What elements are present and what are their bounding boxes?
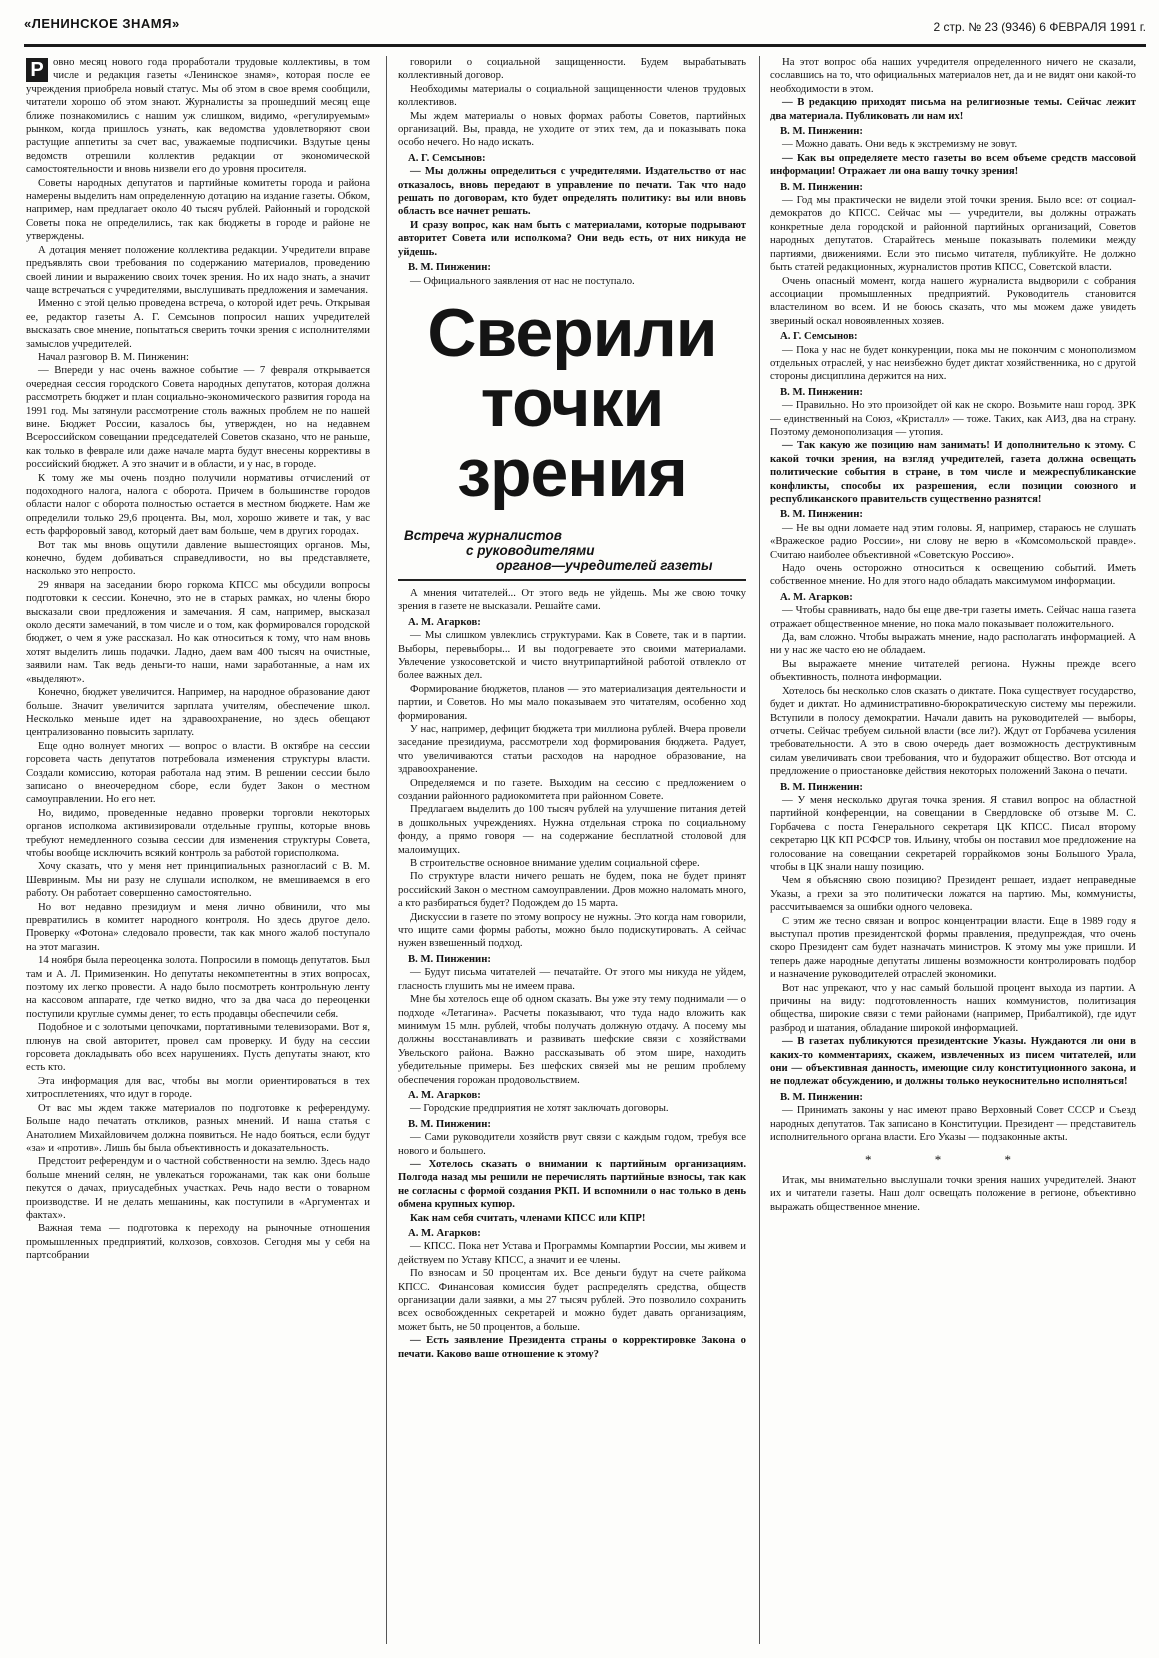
speaker-name (398, 616, 746, 629)
paragraph-text: На этот вопрос оба наших учредителя определенного ничего не сказали, сославшись на то, что официальных материалов нет, да и не видят они какой-то необходимости в этом. (770, 56, 1136, 95)
paragraph (26, 1155, 370, 1222)
paragraph (770, 439, 1136, 506)
paragraph (398, 1131, 746, 1158)
paragraph-text: Начал разговор В. М. Пинженин: (38, 350, 189, 363)
paragraph-text: По структуре власти ничего решать не будем, пока не будет принят российский Закон о местном самоуправлении. Дров можно наломать много, а кто разбираться будет? Подождем до 15 марта. (398, 870, 746, 910)
speaker-name (398, 152, 746, 165)
paragraph-text: Именно с этой целью проведена встреча, о которой идет речь. Открывая ее, редактор газеты А. Г. Семсынов попросил наших учредителей высказать свое мнение, попытаться сверить точки зрения с исполнителями замыслов учредителей. (26, 297, 370, 350)
newspaper-name: «ЛЕНИНСКОЕ ЗНАМЯ» (24, 16, 180, 31)
paragraph-text: Важная тема — подготовка к переходу на рыночные отношения промышленных предприятий, колхозов, совхозов. Сегодня мы у себя на партсобрании (26, 1222, 370, 1262)
paragraph (26, 901, 370, 955)
paragraph-text: А. М. Агарков: (408, 1227, 481, 1239)
paragraph-text: А. М. Агарков: (408, 615, 481, 628)
paragraph-text: — КПСС. Пока нет Устава и Программы Компартии России, мы живем и действуем по Уставу КПСС, а значит и ее члены. (398, 1240, 746, 1266)
paragraph (398, 911, 746, 951)
paragraph (770, 658, 1136, 685)
paragraph-text: Необходимы материалы о социальной защищенности членов трудовых коллективов. (398, 82, 746, 109)
paragraph (398, 1267, 746, 1334)
speaker-name (770, 125, 1136, 138)
paragraph-text: Чем я объясняю свою позицию? Президент решает, издает неправедные Указы, а грехи за это политически ложатся на партию. Мы, коммунисты, рассчитываемся за ошибки одного человека. (770, 874, 1136, 914)
paragraph (26, 807, 370, 861)
paragraph (26, 364, 370, 471)
paragraph-text: Дискуссии в газете по этому вопросу не нужны. Это когда нам говорили, что ищите сами формы работы, можно было подискутировать. А сейчас нужен взвешенный подход. (398, 910, 746, 950)
paragraph-text: говорили о социальной защищенности. Будем вырабатывать коллективный договор. (398, 56, 746, 82)
paragraph-text: В. М. Пинженин: (780, 385, 863, 398)
paragraph-text: Хочу сказать, что у меня нет принципиальных разногласий с В. М. Шевриным. Мы ни разу не слушали исполком, не вмешиваемся в его работу. Он работает совершенно самостоятельно. (26, 860, 370, 900)
paragraph-text: 29 января на заседании бюро горкома КПСС мы обсудили вопросы подготовки к сессии. Конечно, это не в старых рамках, но члены бюро высказали свои предложения и замечания. Я сам, например, высказал около десяти замечаний, в том числе и о том, как формировался городской бюджет, о чем я уже рассказал. Но как относиться к тому, что нам вновь хотят выделить лишь подачки. Ладно, даем вам 400 тысяч на очистные, заявили нам. Так ведь деньги-то наши, нами заработанные, а нам их «выделяют». (26, 578, 370, 685)
paragraph (398, 629, 746, 683)
paragraph (26, 1075, 370, 1102)
paragraph-text: — Правильно. Но это произойдет ой как не скоро. Возьмите наш город. ЗРК — единственный на Союз, «Кристалл» — тоже. Таких, как АИЗ, два на страну. Поэтому демонополизация — утопия. (770, 399, 1136, 438)
paragraph-text: — В редакцию приходят письма на религиозные темы. Сейчас лежит два материала. Публиковать ли нам их! (770, 96, 1136, 122)
article-column-1 (26, 56, 370, 1648)
paragraph-text: — Есть заявление Президента страны о корректировке Закона о печати. Каково ваше отношение к этому? (398, 1334, 746, 1360)
speaker-name (770, 508, 1136, 521)
article-subheading (404, 528, 746, 573)
paragraph (770, 874, 1136, 914)
paragraph (398, 1334, 746, 1361)
paragraph-text: — Городские предприятия не хотят заключать договоры. (410, 1102, 669, 1115)
paragraph-text: Надо очень осторожно относиться к освещению событий. Иметь собственное мнение. Но для этого надо обладать максимумом информации. (770, 562, 1136, 588)
paragraph-text: — Принимать законы у нас имеют право Верховный Совет СССР и Съезд народных депутатов. Так записано в Конституции. Президент — представитель исполнительного органа власти. Его Указы — подзаконные акты. (770, 1104, 1136, 1144)
masthead-rule (24, 44, 1146, 47)
paragraph-text: В. М. Пинженин: (780, 125, 863, 138)
column-2-bottom-text (398, 587, 746, 1361)
paragraph (770, 631, 1136, 658)
paragraph (26, 56, 370, 177)
paragraph-text: В. М. Пинженин: (408, 261, 491, 274)
paragraph-text: — Мы слишком увлеклись структурами. Как в Совете, так и в партии. Выборы, перевыборы... И вы подогреваете это своими материалами. Увлечение узкосоветской и чисто внутрипартийной работой отвлекло от более важных дел. (398, 629, 746, 682)
paragraph (770, 522, 1136, 562)
paragraph-text: 14 ноября была переоценка золота. Попросили в помощь депутатов. Был там и А. Л. Примизенкин. Но депутаты некомпетентны в этих вопросах, поэтому их легко провести. А надо было посмотреть контрольную ленту на кассовом аппарате, где четко видно, что за два часа до переоценки поступили круглые суммы денег, то есть продавцы обеспечили себя. (26, 954, 370, 1020)
speaker-name (770, 330, 1136, 343)
paragraph (26, 686, 370, 740)
article-headline: Сверили точки зрения (427, 294, 717, 511)
paragraph-text: У нас, например, дефицит бюджета три миллиона рублей. Вчера провели заседание президиума, рассмотрели ход формирования бюджета. Радует, что увеличиваются статьи расходов на народное образование, на здравоохранение. (398, 722, 746, 776)
paragraph (398, 777, 746, 804)
paragraph-text: Вот так мы вновь ощутили давление вышестоящих органов. Мы, конечно, будем добиваться справедливости, но вы представляете, насколько это непросто. (26, 538, 370, 578)
paragraph (770, 344, 1136, 384)
paragraph (26, 954, 370, 1021)
paragraph (398, 1212, 746, 1225)
paragraph-text: — Так какую же позицию нам занимать! И дополнительно к этому. С какой точки зрения, на взгляд учредителей, газета должна освещать политические события в стране, в том числе и межреспубликанские конфликты, способы их разрешения, если позиции союзного и республиканского правительств существенно разнятся! (770, 439, 1136, 505)
paragraph (26, 579, 370, 686)
drop-cap: Р (26, 58, 48, 82)
paragraph (770, 152, 1136, 179)
paragraph (26, 740, 370, 807)
subheading-line-3: органов—учредителей газеты (496, 557, 713, 573)
paragraph-text: В. М. Пинженин: (780, 1090, 863, 1103)
speaker-name (770, 1091, 1136, 1104)
masthead (24, 16, 1146, 50)
paragraph (26, 1222, 370, 1262)
paragraph-text: Предстоит референдум и о частной собственности на землю. Здесь надо больше мнений селян, не увлекаться горожанами, так как они больше пекутся о дачах, приусадебных участках. Речь надо вести о товарном производстве. И не делать мешанины, как поступили в «Аргументах и фактах». (26, 1155, 370, 1221)
paragraph-text: В. М. Пинженин: (780, 780, 863, 793)
speaker-name (398, 261, 746, 274)
paragraph-text: — У меня несколько другая точка зрения. Я ставил вопрос на областной партийной конференции, на совещании в Свердловске об отзыве М. С. Горбачева с поста Генерального секретаря ЦК КПСС. Писал второму секретарю ЦК КП РСФСР тов. Ильину, чтобы он поставил мое предложение на голосование на совещании секретарей горрайкомов зоны Большого Урала, чтобы в ЦК знали нашу позицию. (770, 793, 1136, 873)
paragraph (770, 399, 1136, 439)
paragraph-text: — Официального заявления от нас не поступало. (410, 274, 635, 287)
paragraph (398, 1102, 746, 1115)
article-title-block (398, 294, 746, 581)
paragraph-text: Мне бы хотелось еще об одном сказать. Вы уже эту тему поднимали — о подходе «Летагина». Расчеты показывают, что туда надо вложить как минимум 15 млн. рублей, чтобы получать должную отдачу. А посему мы должны восстанавливать и развивать шефские связи с хозяйствами Увельского района. Важно рассказывать об этом шире, находить убедительные примеры. Без шефских связей мы не решим проблему обеспечения горожан продовольствием. (398, 993, 746, 1086)
speaker-name (770, 591, 1136, 604)
paragraph (26, 177, 370, 244)
paragraph-text: Конечно, бюджет увеличится. Например, на народное образование дают больше. Значит увеличится зарплата учителям, обеспечение школ. Несколько меньше идет на здравоохранение, но здесь обещают централизованно повысить зарплату. (26, 686, 370, 739)
paragraph-text: По взносам и 50 процентам их. Все деньги будут на счете райкома КПСС. Финансовая комиссия будет распределять средства, обществ организации дали заявки, а мы 27 тысяч рублей. Это позволило сохранить всех освобожденных секретарей и можно будет давать организациям, может быть, не 50 процентов, а больше. (398, 1267, 746, 1333)
paragraph-text: — Пока у нас не будет конкуренции, пока мы не покончим с монополизмом отдельных отраслей, у нас неизбежно будет диктат хозяйственника, но с другой стороны дисциплина держится на них. (770, 343, 1136, 383)
paragraph-text: Эта информация для вас, чтобы вы могли ориентироваться в тех хитросплетениях, что идут в городе. (26, 1074, 370, 1101)
paragraph-text: Вот нас упрекают, что у нас самый большой процент выхода из партии. А причины на виду: подготовленность наших коммунистов, политизация общества, широкие связи с теми районами (например, Прибалтикой), где идут разброд и шатания, обладание широкой информацией. (770, 981, 1136, 1034)
paragraph-text: Да, вам сложно. Чтобы выражать мнение, надо располагать информацией. А ни у нас же часто ею не обладаем. (770, 631, 1136, 657)
paragraph (26, 860, 370, 900)
subheading-line-1: Встреча журналистов (404, 527, 562, 543)
paragraph (26, 244, 370, 298)
column-divider (759, 56, 760, 1644)
paragraph (770, 275, 1136, 329)
paragraph-text: Очень опасный момент, когда нашего журналиста выдворили с собрания ассоциации промышленных предприятий. Руководитель становится властелином во всем. И не боюсь сказать, что мы можем даже увидеть звериный оскал новоявленных хозяев. (770, 274, 1136, 327)
paragraph-text: — Как вы определяете место газеты во всем объеме средств массовой информации! Отражает ли она вашу точку зрения! (770, 151, 1136, 178)
paragraph (398, 219, 746, 259)
paragraph-text: В. М. Пинженин: (780, 180, 863, 193)
paragraph-text: В. М. Пинженин: (408, 1117, 491, 1130)
paragraph (398, 683, 746, 723)
paragraph-text: — Не вы одни ломаете над этим головы. Я, например, стараюсь не слушать «Вражеское радио России», ни слову не верю в «Комсомольской правде». Считаю наиболее объективной «Советскую Россию». (770, 521, 1136, 561)
paragraph (770, 56, 1136, 96)
paragraph (770, 562, 1136, 589)
paragraph-text: Предлагаем выделить до 100 тысяч рублей на улучшение питания детей в дошкольных учреждениях. Нужна отдельная строка по социальному фонду, а прямо говоря — на содержание бесплатной столовой для малоимущих. (398, 803, 746, 856)
paragraph-text: А дотация меняет положение коллектива редакции. Учредители вправе предъявлять свои требования по содержанию материалов, проведению своей линии и выражению своих точек зрения. Но их надо знать, а значит чаще встречаться с учредителями, выслушивать предложения и замечания. (26, 243, 370, 296)
paragraph-text: К тому же мы очень поздно получили нормативы отчислений от подоходного налога, налога с оборота. Причем в большинстве городов области налог с оборота полностью остается в местном бюджете. Нам же определили только 29,6 процента. Вы, мол, хорошо живете и так, у вас есть фарфоровый завод, который дает вам больше, чем в других городах. (26, 471, 370, 538)
paragraph (398, 857, 746, 870)
column-divider (386, 56, 387, 1644)
paragraph-text: — Чтобы сравнивать, надо бы еще две-три газеты иметь. Сейчас наша газета отражает общественное мнение, но пока мало показывает положительного. (770, 604, 1136, 630)
paragraph (26, 1021, 370, 1075)
article-conclusion (770, 1174, 1136, 1214)
column-2-top-text (398, 56, 746, 288)
paragraph-text: А мнения читателей... От этого ведь не уйдешь. Мы же свою точку зрения в газете не высказали. Решайте сами. (398, 586, 746, 613)
speaker-name (770, 181, 1136, 194)
paragraph (26, 351, 370, 364)
paragraph (398, 966, 746, 993)
article-column-2 (398, 56, 746, 1648)
paragraph-text: Как нам себя считать, членами КПСС или КПР! (410, 1211, 646, 1224)
speaker-name (770, 386, 1136, 399)
paragraph-text: От вас мы ждем также материалов по подготовке к референдуму. Больше надо печатать откликов, разных мнений. И наша статья с Анатолием Михайловичем должна появиться. Не надо бояться, если будут «за» и «против». Лишь бы была объективность и доказательность. (26, 1101, 370, 1154)
paragraph (398, 275, 746, 288)
paragraph-text: В строительстве основное внимание уделим социальной сфере. (410, 857, 700, 870)
article-column-3 (770, 56, 1136, 1648)
paragraph (770, 96, 1136, 123)
subheading-line-2: с руководителями (466, 542, 595, 558)
paragraph-text: Еще одно волнует многих — вопрос о власти. В октябре на сессии горсовета часть депутатов потребовала изменения структуры власти. Создали комиссию, которая работала над этим. В решении сессии было записано о внеочередном сборе, если будет Закон о местном самоуправлении. Но его нет. (26, 739, 370, 806)
paragraph-text: И сразу вопрос, как нам быть с материалами, которые подрывают авторитет Совета или исполкома? Они ведь есть, от них никуда не уйдешь. (398, 218, 746, 258)
paragraph-text: А. Г. Семсынов: (408, 151, 486, 164)
paragraph (770, 604, 1136, 631)
paragraph-text: Хотелось бы несколько слов сказать о диктате. Пока существует государство, будет и диктат. Но административно-бюрократическую систему мы пережили. Вступили в полосу демократии. Начали давить на руководителей — выборы, отчеты. Сейчас требуем сильной власти (все ли?). Ждут от Горбачева усиления требовательности. А это в свою очередь дает возможность деструктивным силам увеличивать свои требования, что и будоражит общество. Вот отсюда и предложение о приостановке действия некоторых положений Закона о печати. (770, 684, 1136, 778)
issue-info: 2 стр. № 23 (9346) 6 ФЕВРАЛЯ 1991 г. (933, 20, 1146, 34)
speaker-name (398, 1118, 746, 1131)
paragraph (770, 685, 1136, 779)
paragraph (398, 1158, 746, 1212)
column-3-text (770, 56, 1136, 1145)
paragraph-text: Итак, мы внимательно выслушали точки зрения наших учредителей. Знают их и читатели газеты. Наш долг освещать положение в регионе, объективно выражать общественное мнение. (770, 1173, 1136, 1213)
paragraph (26, 297, 370, 351)
paragraph (398, 165, 746, 219)
paragraph-text: — Мы должны определиться с учредителями. Издательство от нас отказалось, вновь передают в управление по печати. Так что надо решать по договорам, кто будет определять политику: вы или вновь область все начнет решать. (398, 165, 746, 218)
paragraph-text: Подобное и с золотыми цепочками, портативными телевизорами. Вот я, плюнув на свой авторитет, провел сам проверку. И буду на сессии горсовета докладывать обо всех нарушениях. Пусть депутаты знают, кто есть кто. (26, 1021, 370, 1074)
speaker-name (398, 953, 746, 966)
paragraph-text: Но, видимо, проведенные недавно проверки торговли некоторых органов исполкома активизировали отдельные группы, которые вновь требуют немедленного созыва сессии для изменения структуры Совета, чтобы вообще исключить всякий контроль за работой горисполкома. (26, 806, 370, 859)
paragraph-text: В. М. Пинженин: (780, 508, 863, 521)
paragraph-text: — Год мы практически не видели этой точки зрения. Было все: от социал-демократов до КПСС. Сейчас мы — учредители, вы должны отражать конкретные дела городской и районной партийных организаций, Советов народных депутатов. Старайтесь меньше показывать полемики между партиями, движениями. Если это письмо читателя, публикуйте. Не должно быть статей редакционных, журналистов против КПСС, Советской власти. (770, 194, 1136, 274)
paragraph (26, 472, 370, 539)
paragraph (398, 110, 746, 150)
paragraph (398, 83, 746, 110)
paragraph-text: Мы ждем материалы о новых формах работы Советов, партийных организаций. Вы, правда, не уходите от этих тем, да и показывать пока особо нечего. Но надо искать. (398, 109, 746, 149)
paragraph (770, 1035, 1136, 1089)
paragraph (398, 56, 746, 83)
paragraph-text: Формирование бюджетов, планов — это материализация деятельности и партии, и Советов. Но мы мало показываем это читателям, особенно ход формирования. (398, 682, 746, 722)
subheading-rule (398, 579, 746, 581)
paragraph-text: А. Г. Семсынов: (780, 330, 858, 343)
paragraph-text: — Сами руководители хозяйств рвут связи с каждым годом, требуя все нового и большего. (398, 1131, 746, 1157)
paragraph-text: Определяемся и по газете. Выходим на сессию с предложением о создании районного радиокомитета при районном Совете. (398, 776, 746, 802)
paragraph (770, 194, 1136, 274)
section-separator-stars: * * * (865, 1151, 1041, 1167)
paragraph-text: Советы народных депутатов и партийные комитеты города и района намерены выделить нам определенную дотацию на издание газеты. Обком, например, нам предлагает около 40 тысяч рублей. Районный и городской Советы пока не определились, так как бюджеты в городе и районе не утверждены. (26, 176, 370, 243)
paragraph (398, 587, 746, 614)
paragraph-text: С этим же тесно связан и вопрос концентрации власти. Еще в 1989 году я выступал против президентской формы правления, предупреждая, что очень скоро Президент сам будет назначать министров. К этому мы уже пришли. И теперь даже народные депутаты лишены возможности контролировать подбор и назначение руководителей отраслей экономики. (770, 914, 1136, 981)
paragraph-text: Но вот недавно президиум и меня лично обвинили, что мы превратились в комитет народного контроля. Но здесь другое дело. Проверку «Фотона» следовало провести, так как много жалоб поступало на этот магазин. (26, 900, 370, 953)
paragraph (398, 1240, 746, 1267)
paragraph-text: А. М. Агарков: (780, 590, 853, 603)
paragraph-text: — Впереди у нас очень важное событие — 7 февраля открывается очередная сессия городского Совета народных депутатов, которая должна рассмотреть бюджет и план социально-экономического развития города на 1991 год. Мы затянули рассмотрение столь важных проблем не по нашей вине. Бюджет России, казалось бы, утвержден, но на недавнем Всероссийском совещании председателей Советов сказано, что не раньше, как только в феврале или даже начале марта будут внесены коррективы в российский бюджет. А это значит и в области, и у нас, в городе. (26, 364, 370, 471)
paragraph (770, 1104, 1136, 1144)
paragraph-text: — Будут письма читателей — печатайте. От этого мы никуда не уйдем, гласность глушить мы не имеем права. (398, 966, 746, 992)
paragraph (398, 870, 746, 910)
paragraph (770, 915, 1136, 982)
paragraph (398, 803, 746, 857)
paragraph (770, 794, 1136, 874)
speaker-name (398, 1089, 746, 1102)
paragraph (398, 993, 746, 1087)
paragraph-text: — В газетах публикуются президентские Указы. Нуждаются ли они в каких-то комментариях, скажем, извлеченных из писем читателей, или они — объективная данность, имеющие силу конституционного закона, и не подлежат обсуждению, и должны только неукоснительно исполняться! (770, 1035, 1136, 1088)
paragraph (26, 1102, 370, 1156)
speaker-name (398, 1227, 746, 1240)
paragraph-text: овно месяц нового года проработали трудовые коллективы, в том числе и редакция газеты «Ленинское знамя», которая после ее учреждения приобрела новый статус. Мы об этом в свое время сообщили, читатели хорошо об этом знают. Журналисты за прошедший месяц еще ближе познакомились с нашим уж слишком, видимо, «регулируемым» рынком, когда пришлось узнать, как ведомства удовлетворяют свои растущие аппетиты за счет вас, уважаемые подписчики. Вздутые цены ведомств отрешили коллектив редакции от экономической самостоятельности и вновь низвели его до уровня просителя. (26, 56, 370, 176)
paragraph (398, 723, 746, 777)
speaker-name (770, 781, 1136, 794)
paragraph-text: Вы выражаете мнение читателей региона. Нужны прежде всего объективность, полнота информации. (770, 657, 1136, 684)
paragraph (26, 539, 370, 579)
paragraph (770, 982, 1136, 1036)
paragraph (770, 1174, 1136, 1214)
paragraph-text: — Хотелось сказать о внимании к партийным организациям. Полгода назад мы решили не перечислять партийные взносы, так как не согласны с формой создания РКП. И вспомнили о нас только в день обмена крупных купюр. (398, 1157, 746, 1211)
paragraph-text: В. М. Пинженин: (408, 952, 491, 965)
paragraph-text: А. М. Агарков: (408, 1088, 481, 1101)
paragraph-text: — Можно давать. Они ведь к экстремизму не зовут. (782, 138, 1018, 151)
paragraph (770, 138, 1136, 151)
